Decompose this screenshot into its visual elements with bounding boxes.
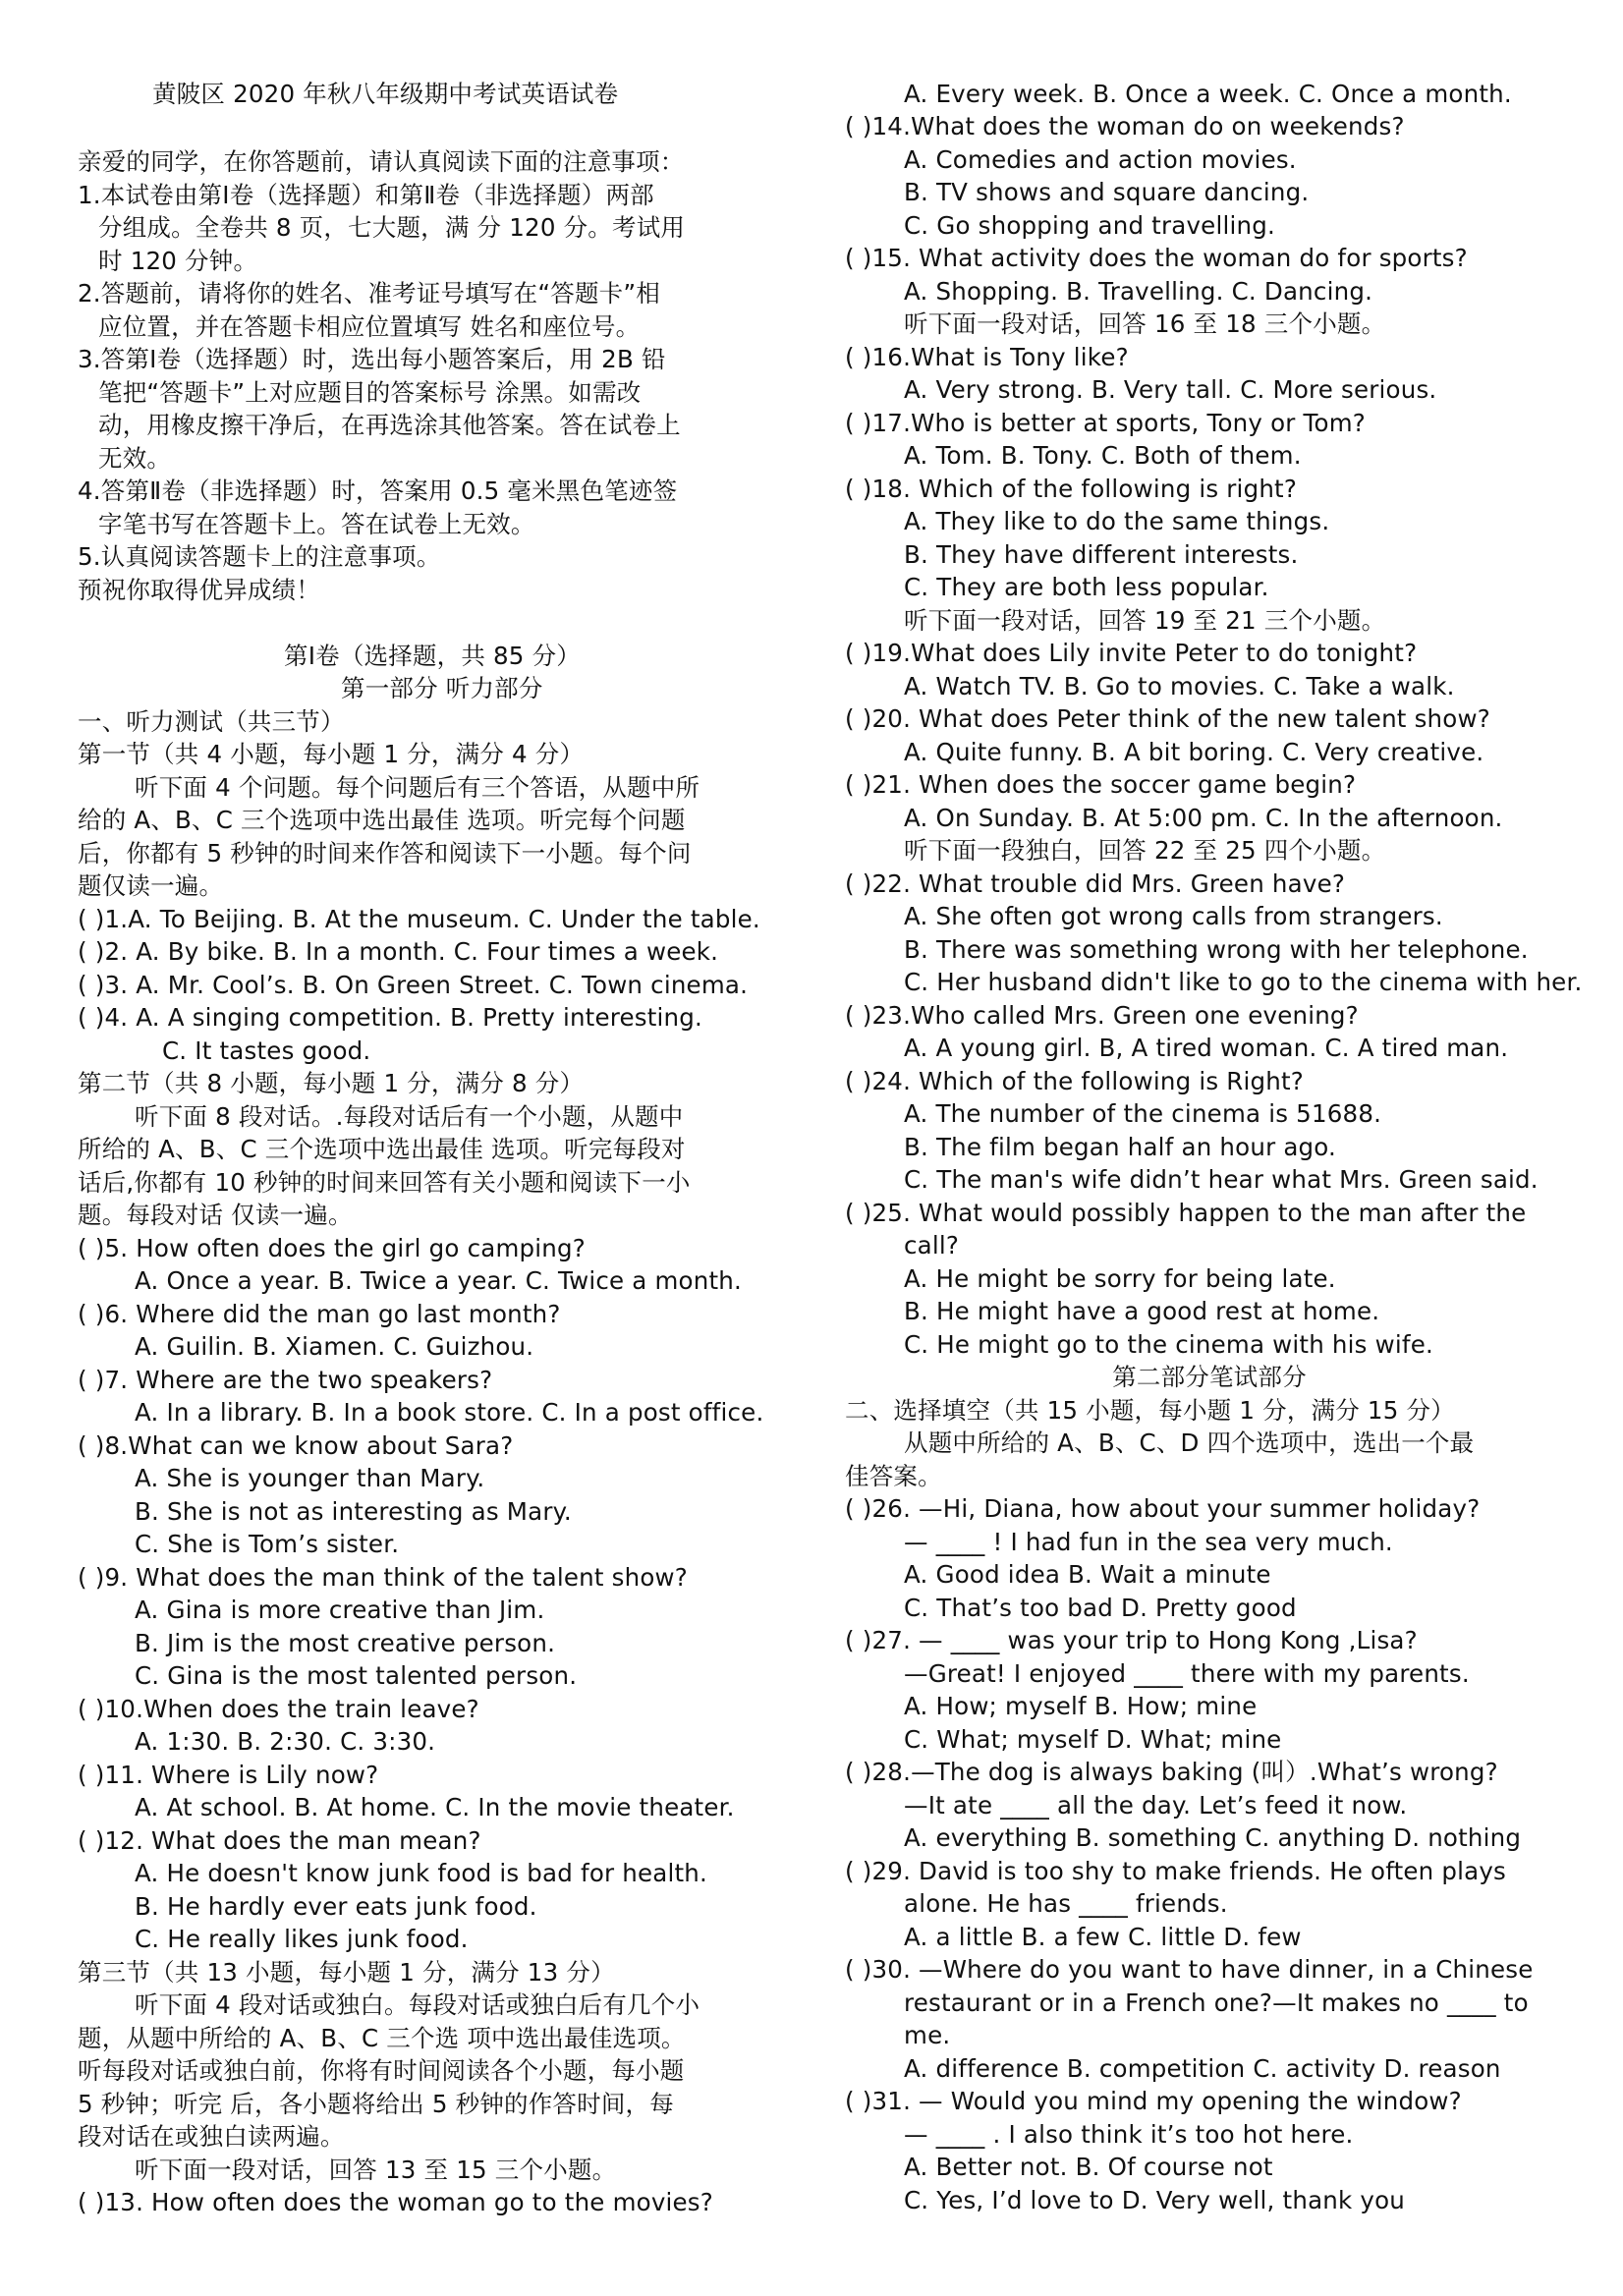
line-l-s1i2: 给的 A、B、C 三个选项中选出最佳 选项。听完每个问题 — [78, 806, 686, 834]
line-q22b: B. There was something wrong with her telephone. — [904, 935, 1529, 964]
line-q6: ( )6. Where did the man go last month? — [78, 1300, 561, 1328]
line-l-n3c: 动，用橡皮擦干净后，在再选涂其他答案。答在试卷上 — [98, 411, 681, 439]
line-r-sec2i1: 从题中所给的 A、B、C、D 四个选项中，选出一个最 — [904, 1428, 1475, 1457]
line-q8: ( )8.What can we know about Sara? — [78, 1431, 514, 1460]
line-l-part1: 第Ⅰ卷（选择题，共 85 分） — [284, 642, 581, 670]
line-q22: ( )22. What trouble did Mrs. Green have? — [845, 869, 1346, 898]
line-q18a: A. They like to do the same things. — [904, 507, 1330, 535]
line-q8c: C. She is Tom’s sister. — [135, 1530, 400, 1558]
line-q14b: B. TV shows and square dancing. — [904, 178, 1310, 206]
line-q4c: C. It tastes good. — [162, 1036, 371, 1065]
line-q26: ( )26. —Hi, Diana, how about your summer holiday? — [845, 1494, 1481, 1523]
line-q30c: me. — [904, 2021, 951, 2049]
line-q9c: C. Gina is the most talented person. — [135, 1661, 578, 1690]
line-q28: ( )28.—The dog is always baking (叫）.What’s wrong? — [845, 1758, 1498, 1786]
line-q1: ( )1.A. To Beijing. B. At the museum. C. Under the table. — [78, 905, 760, 933]
line-q29o: A. a little B. a few C. little D. few — [904, 1923, 1302, 1951]
line-l-n1c: 时 120 分钟。 — [98, 247, 258, 275]
line-q12c: C. He really likes junk food. — [135, 1925, 469, 1953]
line-q5: ( )5. How often does the girl go camping? — [78, 1234, 586, 1262]
line-q11: ( )11. Where is Lily now? — [78, 1761, 379, 1789]
line-q18: ( )18. Which of the following is right? — [845, 475, 1298, 503]
line-l-s1i4: 题仅读一遍。 — [78, 871, 224, 900]
line-l-n3d: 无效。 — [98, 444, 172, 473]
line-l-s1i1: 听下面 4 个问题。每个问题后有三个答语，从题中所 — [135, 773, 700, 802]
line-q23o: A. A young girl. B, A tired woman. C. A tired man. — [904, 1034, 1509, 1062]
line-l-s2i3: 话后,你都有 10 秒钟的时间来回答有关小题和阅读下一小 — [78, 1168, 691, 1197]
line-q26o2: C. That’s too bad D. Pretty good — [904, 1594, 1297, 1622]
line-l-s3: 第三节（共 13 小题，每小题 1 分，满分 13 分） — [78, 1958, 615, 1987]
line-l-part1b: 第一部分 听力部分 — [341, 674, 543, 702]
line-q29: ( )29. David is too shy to make friends. He often plays — [845, 1857, 1507, 1885]
line-q24c: C. The man's wife didn’t hear what Mrs. Green said. — [904, 1165, 1539, 1194]
line-l-s2i4: 题。每段对话 仅读一遍。 — [78, 1201, 353, 1229]
line-l-s2: 第二节（共 8 小题，每小题 1 分，满分 8 分） — [78, 1069, 585, 1097]
line-l-n5: 5.认真阅读答题卡上的注意事项。 — [78, 542, 441, 571]
line-title: 黄陂区 2020 年秋八年级期中考试英语试卷 — [152, 80, 619, 108]
line-q31o2: C. Yes, I’d love to D. Very well, thank you — [904, 2186, 1406, 2214]
line-q7: ( )7. Where are the two speakers? — [78, 1366, 493, 1394]
line-l-n3a: 3.答第Ⅰ卷（选择题）时，选出每小题答案后，用 2B 铅 — [78, 345, 666, 373]
line-q24a: A. The number of the cinema is 51688. — [904, 1099, 1382, 1128]
line-q3: ( )3. A. Mr. Cool’s. B. On Green Street. C. Town cinema. — [78, 971, 749, 999]
line-r-sec2: 二、选择填空（共 15 小题，每小题 1 分，满分 15 分） — [845, 1396, 1455, 1425]
line-q16: ( )16.What is Tony like? — [845, 343, 1129, 371]
line-q23: ( )23.Who called Mrs. Green one evening? — [845, 1001, 1359, 1030]
line-q15o: A. Shopping. B. Travelling. C. Dancing. — [904, 277, 1373, 306]
line-q25: ( )25. What would possibly happen to the man after the — [845, 1199, 1527, 1227]
line-q24b: B. The film began half an hour ago. — [904, 1133, 1337, 1161]
line-l-n1a: 1.本试卷由第Ⅰ卷（选择题）和第Ⅱ卷（非选择题）两部 — [78, 181, 654, 209]
line-q10o: A. 1:30. B. 2:30. C. 3:30. — [135, 1727, 436, 1756]
line-l-n1b: 分组成。全卷共 8 页，七大题，满 分 120 分。考试用 — [98, 213, 686, 242]
line-q8b: B. She is not as interesting as Mary. — [135, 1497, 572, 1526]
line-q9b: B. Jim is the most creative person. — [135, 1629, 556, 1657]
line-l-s3i6: 听下面一段对话，回答 13 至 15 三个小题。 — [135, 2156, 617, 2184]
line-l-s1: 第一节（共 4 小题，每小题 1 分，满分 4 分） — [78, 740, 585, 768]
line-l-n4a: 4.答第Ⅱ卷（非选择题）时，答案用 0.5 毫米黑色笔迹签 — [78, 476, 678, 505]
line-q19o: A. Watch TV. B. Go to movies. C. Take a walk. — [904, 672, 1455, 700]
line-l-n4b: 字笔书写在答题卡上。答在试卷上无效。 — [98, 510, 535, 538]
line-q25a3: C. He might go to the cinema with his wife. — [904, 1330, 1433, 1359]
line-q16o: A. Very strong. B. Very tall. C. More serious. — [904, 375, 1437, 404]
line-q14a: A. Comedies and action movies. — [904, 145, 1297, 174]
line-q24: ( )24. Which of the following is Right? — [845, 1067, 1305, 1095]
line-l-s2i1: 听下面 8 段对话。.每段对话后有一个小题，从题中 — [135, 1102, 684, 1131]
line-q27o1: A. How; myself B. How; mine — [904, 1692, 1258, 1720]
line-l-notice: 亲爱的同学，在你答题前，请认真阅读下面的注意事项： — [78, 147, 685, 176]
line-l-s3i5: 段对话在或独白读两遍。 — [78, 2122, 345, 2151]
line-q31o1: A. Better not. B. Of course not — [904, 2153, 1273, 2181]
line-q27o2: C. What; myself D. What; mine — [904, 1725, 1282, 1754]
line-q18c: C. They are both less popular. — [904, 573, 1269, 601]
line-r-part2: 第二部分笔试部分 — [1112, 1363, 1307, 1391]
line-q22c: C. Her husband didn't like to go to the cinema with her. — [904, 968, 1583, 996]
line-q13: ( )13. How often does the woman go to the movies? — [78, 2188, 713, 2216]
line-q9a: A. Gina is more creative than Jim. — [135, 1596, 545, 1624]
line-l-s2i2: 所给的 A、B、C 三个选项中选出最佳 选项。听完每段对 — [78, 1135, 686, 1163]
line-q29b: alone. He has ____ friends. — [904, 1889, 1228, 1918]
line-q7o: A. In a library. B. In a book store. C. In a post office. — [135, 1398, 764, 1427]
line-q30b: restaurant or in a French one?—It makes no ____ to — [904, 1988, 1529, 2017]
line-q19: ( )19.What does Lily invite Peter to do tonight? — [845, 639, 1418, 667]
line-q28o: A. everything B. something C. anything D. nothing — [904, 1823, 1522, 1852]
line-l-n2b: 应位置，并在答题卡相应位置填写 姓名和座位号。 — [98, 312, 641, 341]
line-l-s3i1: 听下面 4 段对话或独白。每段对话或独白后有几个小 — [135, 1990, 700, 2019]
line-q14: ( )14.What does the woman do on weekends? — [845, 112, 1405, 140]
line-q17: ( )17.Who is better at sports, Tony or Tom? — [845, 409, 1366, 437]
line-l-s3i3: 听每段对话或独白前，你将有时间阅读各个小题，每小题 — [78, 2056, 685, 2085]
line-q10: ( )10.When does the train leave? — [78, 1695, 479, 1723]
line-q26b: — ____ ! I had fun in the sea very much. — [904, 1528, 1393, 1556]
line-q15: ( )15. What activity does the woman do for sports? — [845, 244, 1468, 272]
line-q12: ( )12. What does the man mean? — [78, 1826, 481, 1855]
line-l-wish: 预祝你取得优异成绩！ — [78, 576, 320, 604]
line-q25b: call? — [904, 1231, 960, 1260]
line-q6o: A. Guilin. B. Xiamen. C. Guizhou. — [135, 1332, 534, 1361]
line-q4: ( )4. A. A singing competition. B. Pretty interesting. — [78, 1003, 703, 1032]
line-q21o: A. On Sunday. B. At 5:00 pm. C. In the afternoon. — [904, 804, 1503, 832]
line-l-s3i2: 题，从题中所给的 A、B、C 三个选 项中选出最佳选项。 — [78, 2024, 686, 2052]
line-q27b: —Great! I enjoyed ____ there with my parents. — [904, 1659, 1470, 1688]
line-r-sec2i2: 佳答案。 — [845, 1462, 942, 1490]
line-q11o: A. At school. B. At home. C. In the movie theater. — [135, 1793, 735, 1821]
line-q5o: A. Once a year. B. Twice a year. C. Twice a month. — [135, 1266, 742, 1295]
line-q2: ( )2. A. By bike. B. In a month. C. Four times a week. — [78, 937, 719, 966]
line-r-i19: 听下面一段对话，回答 19 至 21 三个小题。 — [904, 606, 1386, 635]
line-l-n3b: 笔把“答题卡”上对应题目的答案标号 涂黑。如需改 — [98, 378, 642, 407]
line-q18b: B. They have different interests. — [904, 540, 1299, 569]
line-q25a2: B. He might have a good rest at home. — [904, 1297, 1380, 1325]
line-q31: ( )31. — Would you mind my opening the window? — [845, 2087, 1462, 2115]
line-q30: ( )30. —Where do you want to have dinner, in a Chinese — [845, 1955, 1534, 1984]
line-q30o: A. difference B. competition C. activity D. reason — [904, 2054, 1501, 2083]
line-l-sec1: 一、听力测试（共三节） — [78, 707, 345, 736]
line-l-s1i3: 后，你都有 5 秒钟的时间来作答和阅读下一小题。每个问 — [78, 839, 692, 868]
line-q26o1: A. Good idea B. Wait a minute — [904, 1560, 1271, 1589]
line-r-i22: 听下面一段独白，回答 22 至 25 四个小题。 — [904, 836, 1386, 865]
line-r-i16: 听下面一段对话，回答 16 至 18 三个小题。 — [904, 309, 1386, 338]
line-q14c: C. Go shopping and travelling. — [904, 211, 1275, 240]
line-q31b: — ____ . I also think it’s too hot here. — [904, 2120, 1354, 2149]
line-q20o: A. Quite funny. B. A bit boring. C. Very creative. — [904, 738, 1484, 766]
line-q13o: A. Every week. B. Once a week. C. Once a month. — [904, 80, 1512, 108]
line-q21: ( )21. When does the soccer game begin? — [845, 770, 1357, 799]
line-q17o: A. Tom. B. Tony. C. Both of them. — [904, 441, 1302, 470]
line-q9: ( )9. What does the man think of the talent show? — [78, 1563, 688, 1592]
line-q22a: A. She often got wrong calls from strangers. — [904, 902, 1443, 930]
line-q12a: A. He doesn't know junk food is bad for health. — [135, 1859, 708, 1887]
line-q25a1: A. He might be sorry for being late. — [904, 1264, 1336, 1293]
line-q28b: —It ate ____ all the day. Let’s feed it now. — [904, 1791, 1408, 1820]
line-q12b: B. He hardly ever eats junk food. — [135, 1892, 537, 1921]
line-q20: ( )20. What does Peter think of the new talent show? — [845, 704, 1490, 733]
line-l-s3i4: 5 秒钟；听完 后，各小题将给出 5 秒钟的作答时间，每 — [78, 2090, 674, 2118]
line-q27: ( )27. — ____ was your trip to Hong Kong ,Lisa? — [845, 1626, 1418, 1654]
line-q8a: A. She is younger than Mary. — [135, 1464, 485, 1492]
line-l-n2a: 2.答题前，请将你的姓名、准考证号填写在“答题卡”相 — [78, 279, 660, 308]
